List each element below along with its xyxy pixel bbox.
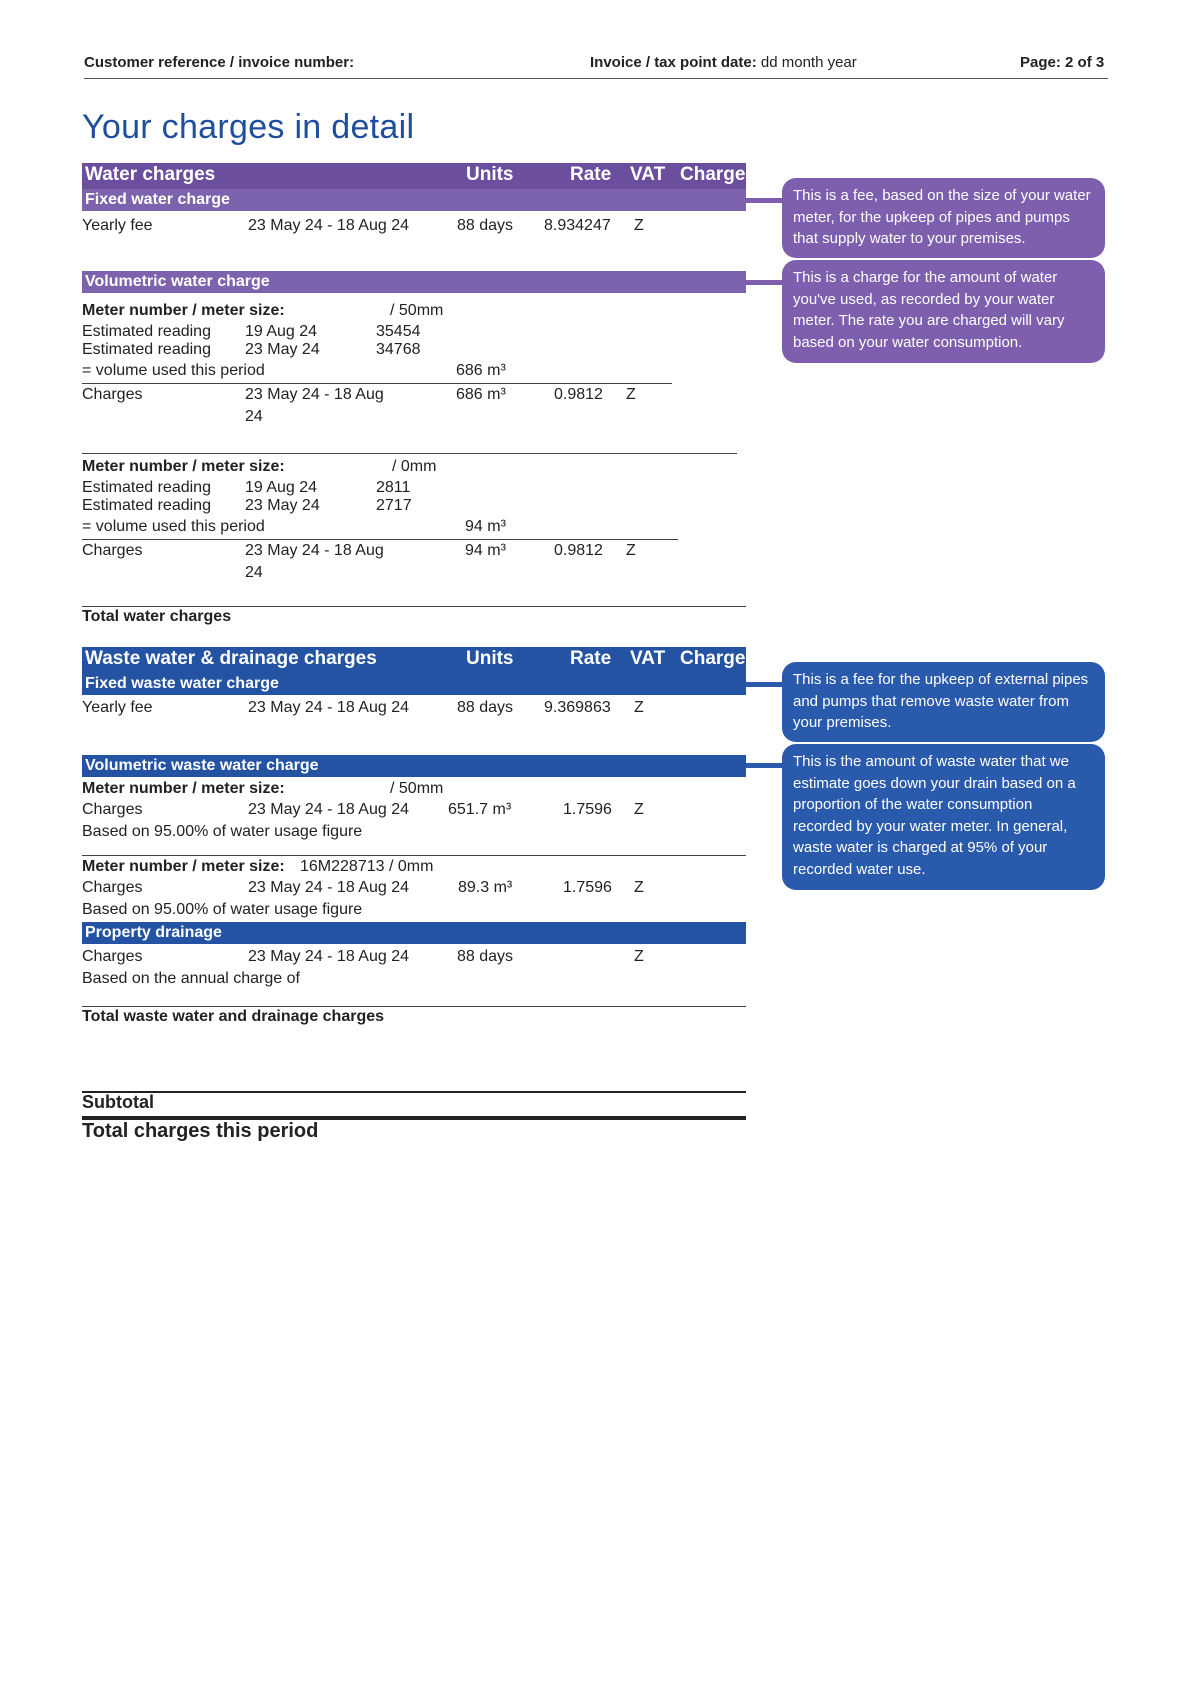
invoice-date-value: dd month year — [760, 54, 857, 71]
meter1-volume-label: = volume used this period — [82, 362, 265, 379]
water-charges-header — [82, 163, 746, 189]
property-drainage-header — [82, 922, 746, 944]
total-charges-label: Total charges this period — [82, 1120, 319, 1142]
meter1-charges-units: 686 m³ — [456, 386, 506, 403]
total-water-charges-label: Total water charges — [82, 608, 232, 625]
page-value: 2 of 3 — [1065, 54, 1105, 71]
col-charge: Charge — [680, 164, 746, 185]
meter-divider — [82, 453, 737, 454]
drainage-units: 88 days — [457, 948, 514, 965]
page-label: Page: — [1020, 54, 1061, 71]
meter2-reading2-value: 2717 — [376, 497, 412, 514]
waste-meter2-charges-label: Charges — [82, 879, 143, 896]
fixed-water-callout: This is a fee, based on the size of your water meter, for the upkeep of pipes and pumps that supply water to your premises. — [782, 178, 1105, 258]
meter2-charges-vat: Z — [626, 542, 636, 559]
meter1-reading1-label: Estimated reading — [82, 323, 211, 340]
meter2-reading1-value: 2811 — [376, 479, 411, 496]
fixed-water-vat: Z — [634, 217, 644, 234]
waste-meter1-period: 23 May 24 - 18 Aug 24 — [248, 801, 409, 818]
property-drainage-title: Property drainage — [85, 924, 222, 941]
waste-water-charges-header — [82, 647, 746, 673]
water-charges-title: Water charges — [85, 164, 216, 185]
meter1-reading2-date: 23 May 24 — [245, 341, 320, 358]
customer-reference-label: Customer reference / invoice number: — [84, 54, 355, 71]
page-number — [1020, 54, 1104, 71]
waste-meter2-vat: Z — [634, 879, 644, 896]
total-water-divider — [82, 606, 746, 607]
waste-meter2-size: 16M228713 / 0mm — [300, 858, 434, 875]
fixed-waste-rate: 9.369863 — [544, 699, 611, 716]
meter2-reading1-label: Estimated reading — [82, 479, 211, 496]
meter1-reading1-date: 19 Aug 24 — [245, 323, 318, 340]
meter2-charges-period-cont: 24 — [245, 564, 263, 581]
drainage-vat: Z — [634, 948, 644, 965]
fixed-water-rate: 8.934247 — [544, 217, 611, 234]
waste-meter2-note: Based on 95.00% of water usage figure — [82, 901, 363, 918]
fixed-waste-connector — [746, 682, 786, 687]
fixed-waste-units: 88 days — [457, 699, 514, 716]
meter2-charges-period: 23 May 24 - 18 Aug — [245, 542, 384, 559]
waste-water-charges-title: Waste water & drainage charges — [85, 648, 377, 669]
meter1-label: Meter number / meter size: — [82, 302, 285, 319]
drainage-note: Based on the annual charge of — [82, 970, 300, 987]
meter2-volume: 94 m³ — [465, 518, 506, 535]
total-waste-divider — [82, 1006, 746, 1007]
meter1-divider — [82, 383, 672, 384]
volumetric-water-connector — [746, 280, 786, 285]
volumetric-waste-charge-header — [82, 755, 746, 777]
subtotal-divider — [82, 1091, 746, 1093]
waste-meter1-size: / 50mm — [390, 780, 444, 797]
fixed-water-connector — [746, 198, 786, 203]
volumetric-waste-connector — [746, 763, 786, 768]
meter1-size: / 50mm — [390, 302, 444, 319]
waste-meter1-charges-label: Charges — [82, 801, 143, 818]
meter2-divider — [82, 539, 678, 540]
fixed-water-units: 88 days — [457, 217, 514, 234]
waste-meter2-units: 89.3 m³ — [458, 879, 513, 896]
meter2-volume-label: = volume used this period — [82, 518, 265, 535]
col-units: Units — [466, 648, 514, 669]
waste-meter1-label: Meter number / meter size: — [82, 780, 285, 797]
drainage-charges-label: Charges — [82, 948, 143, 965]
meter1-charges-label: Charges — [82, 386, 143, 403]
meter2-charges-units: 94 m³ — [465, 542, 506, 559]
meter1-charges-rate: 0.9812 — [554, 386, 603, 403]
fixed-water-label: Yearly fee — [82, 217, 153, 234]
waste-meter2-rate: 1.7596 — [563, 879, 612, 896]
fixed-water-charge-title: Fixed water charge — [85, 191, 230, 208]
total-waste-charges-label: Total waste water and drainage charges — [82, 1008, 385, 1025]
meter1-charges-period: 23 May 24 - 18 Aug — [245, 386, 384, 403]
subtotal-label: Subtotal — [82, 1092, 154, 1112]
invoice-date — [590, 54, 857, 71]
volumetric-waste-charge-title: Volumetric waste water charge — [85, 757, 319, 774]
fixed-waste-charge-title: Fixed waste water charge — [85, 675, 279, 692]
col-rate: Rate — [570, 164, 612, 185]
meter1-charges-vat: Z — [626, 386, 636, 403]
fixed-waste-callout: This is a fee for the upkeep of external pipes and pumps that remove waste water from your premises. — [782, 662, 1105, 742]
col-vat: VAT — [630, 648, 666, 669]
waste-meter1-units: 651.7 m³ — [448, 801, 512, 818]
drainage-period: 23 May 24 - 18 Aug 24 — [248, 948, 409, 965]
header-divider — [84, 78, 1108, 79]
col-rate: Rate — [570, 648, 612, 669]
volumetric-water-charge-title: Volumetric water charge — [85, 273, 270, 290]
waste-meter1-vat: Z — [634, 801, 644, 818]
waste-meter2-period: 23 May 24 - 18 Aug 24 — [248, 879, 409, 896]
meter2-charges-rate: 0.9812 — [554, 542, 603, 559]
volumetric-water-charge-header — [82, 271, 746, 293]
waste-meter-divider — [82, 855, 746, 856]
waste-meter1-rate: 1.7596 — [563, 801, 612, 818]
meter1-charges-period-cont: 24 — [245, 408, 263, 425]
meter1-reading1-value: 35454 — [376, 323, 421, 340]
col-charge: Charge — [680, 648, 746, 669]
fixed-waste-vat: Z — [634, 699, 644, 716]
meter1-reading2-label: Estimated reading — [82, 341, 211, 358]
invoice-date-label: Invoice / tax point date: — [590, 54, 757, 71]
col-vat: VAT — [630, 164, 666, 185]
meter2-size: / 0mm — [392, 458, 437, 475]
meter2-reading1-date: 19 Aug 24 — [245, 479, 318, 496]
waste-meter2-label: Meter number / meter size: — [82, 858, 285, 875]
page-title: Your charges in detail — [82, 108, 415, 146]
volumetric-water-callout: This is a charge for the amount of water you've used, as recorded by your water meter. The rate you are charged will vary based on your water consumption. — [782, 260, 1105, 363]
fixed-waste-label: Yearly fee — [82, 699, 153, 716]
meter2-label: Meter number / meter size: — [82, 458, 285, 475]
volumetric-waste-callout: This is the amount of waste water that we estimate goes down your drain based on a proportion of the water consumption recorded by your water meter. In general, waste water is charged at 95% of your recorded water use. — [782, 744, 1105, 890]
meter2-reading2-date: 23 May 24 — [245, 497, 320, 514]
fixed-waste-period: 23 May 24 - 18 Aug 24 — [248, 699, 409, 716]
meter2-charges-label: Charges — [82, 542, 143, 559]
fixed-water-period: 23 May 24 - 18 Aug 24 — [248, 217, 409, 234]
waste-meter1-note: Based on 95.00% of water usage figure — [82, 823, 363, 840]
fixed-water-charge-header — [82, 189, 746, 211]
meter1-volume: 686 m³ — [456, 362, 506, 379]
fixed-waste-charge-header — [82, 673, 746, 695]
col-units: Units — [466, 164, 514, 185]
meter2-reading2-label: Estimated reading — [82, 497, 211, 514]
meter1-reading2-value: 34768 — [376, 341, 421, 358]
